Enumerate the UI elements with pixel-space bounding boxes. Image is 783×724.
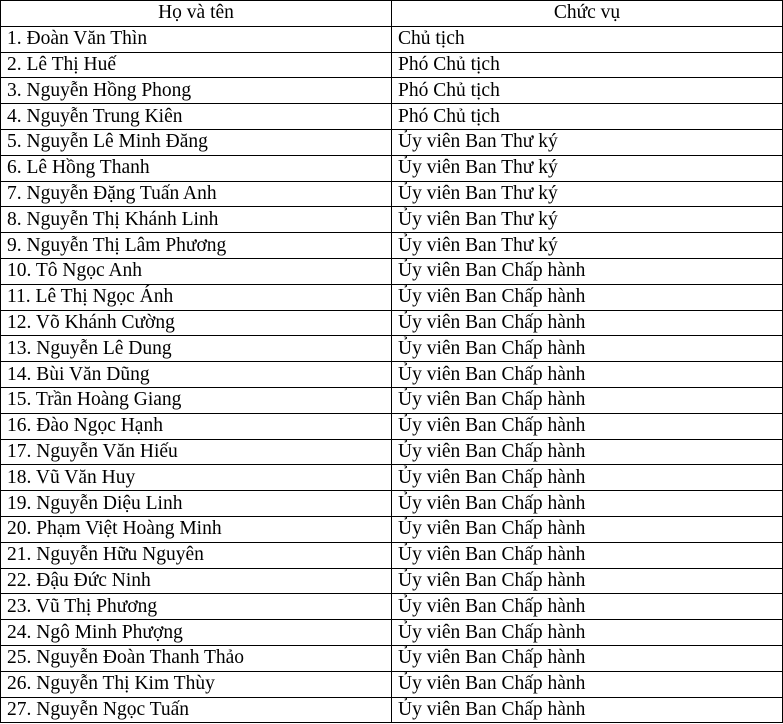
member-position-cell: Chủ tịch <box>392 26 783 52</box>
table-row <box>1 465 783 491</box>
member-name-cell: 9. Nguyễn Thị Lâm Phương <box>1 233 392 259</box>
member-position-cell: Ủy viên Ban Thư ký <box>392 207 783 233</box>
table-row <box>1 697 783 723</box>
member-position-cell: Ủy viên Ban Chấp hành <box>392 491 783 517</box>
member-name-cell: 16. Đào Ngọc Hạnh <box>1 413 392 439</box>
table-row <box>1 439 783 465</box>
table-row <box>1 362 783 388</box>
table-row <box>1 181 783 207</box>
member-position-cell: Ủy viên Ban Chấp hành <box>392 413 783 439</box>
member-name-cell: 22. Đậu Đức Ninh <box>1 568 392 594</box>
member-position-cell: Ủy viên Ban Thư ký <box>392 155 783 181</box>
member-name-cell: 20. Phạm Việt Hoàng Minh <box>1 516 392 542</box>
member-name-cell: 26. Nguyễn Thị Kim Thùy <box>1 671 392 697</box>
table-row <box>1 207 783 233</box>
member-name-cell: 5. Nguyễn Lê Minh Đăng <box>1 129 392 155</box>
table-row <box>1 129 783 155</box>
member-name-cell: 24. Ngô Minh Phượng <box>1 620 392 646</box>
member-name-cell: 6. Lê Hồng Thanh <box>1 155 392 181</box>
member-position-cell: Ủy viên Ban Chấp hành <box>392 387 783 413</box>
member-name-cell: 21. Nguyễn Hữu Nguyên <box>1 542 392 568</box>
member-position-cell: Ủy viên Ban Chấp hành <box>392 568 783 594</box>
table-row <box>1 671 783 697</box>
member-position-cell: Ủy viên Ban Chấp hành <box>392 439 783 465</box>
member-name-cell: 19. Nguyễn Diệu Linh <box>1 491 392 517</box>
member-position-cell: Ủy viên Ban Chấp hành <box>392 542 783 568</box>
member-position-cell: Ủy viên Ban Chấp hành <box>392 362 783 388</box>
member-position-cell: Ủy viên Ban Chấp hành <box>392 594 783 620</box>
table-header-row <box>1 1 783 27</box>
member-position-cell: Ủy viên Ban Chấp hành <box>392 671 783 697</box>
header-name: Họ và tên <box>1 1 392 27</box>
member-name-cell: 27. Nguyễn Ngọc Tuấn <box>1 697 392 723</box>
member-name-cell: 3. Nguyễn Hồng Phong <box>1 78 392 104</box>
table-body <box>1 26 783 723</box>
table-row <box>1 284 783 310</box>
member-position-cell: Phó Chủ tịch <box>392 52 783 78</box>
member-name-cell: 8. Nguyễn Thị Khánh Linh <box>1 207 392 233</box>
member-name-cell: 23. Vũ Thị Phương <box>1 594 392 620</box>
member-name-cell: 1. Đoàn Văn Thìn <box>1 26 392 52</box>
table-row <box>1 491 783 517</box>
member-position-cell: Phó Chủ tịch <box>392 78 783 104</box>
table-row <box>1 542 783 568</box>
table-row <box>1 620 783 646</box>
member-position-cell: Ủy viên Ban Thư ký <box>392 181 783 207</box>
table-row <box>1 26 783 52</box>
member-position-cell: Phó Chủ tịch <box>392 104 783 130</box>
member-name-cell: 11. Lê Thị Ngọc Ánh <box>1 284 392 310</box>
member-position-cell: Ủy viên Ban Chấp hành <box>392 516 783 542</box>
table-row <box>1 155 783 181</box>
table-row <box>1 258 783 284</box>
member-name-cell: 13. Nguyễn Lê Dung <box>1 336 392 362</box>
member-position-cell: Ủy viên Ban Chấp hành <box>392 697 783 723</box>
member-position-cell: Ủy viên Ban Chấp hành <box>392 645 783 671</box>
member-name-cell: 15. Trần Hoàng Giang <box>1 387 392 413</box>
table-row <box>1 233 783 259</box>
member-name-cell: 25. Nguyễn Đoàn Thanh Thảo <box>1 645 392 671</box>
member-position-cell: Ủy viên Ban Chấp hành <box>392 258 783 284</box>
member-position-cell: Ủy viên Ban Thư ký <box>392 129 783 155</box>
member-position-cell: Ủy viên Ban Thư ký <box>392 233 783 259</box>
table-row <box>1 568 783 594</box>
member-name-cell: 12. Võ Khánh Cường <box>1 310 392 336</box>
table-row <box>1 645 783 671</box>
member-position-cell: Ủy viên Ban Chấp hành <box>392 336 783 362</box>
member-name-cell: 7. Nguyễn Đặng Tuấn Anh <box>1 181 392 207</box>
member-position-cell: Ủy viên Ban Chấp hành <box>392 620 783 646</box>
table-row <box>1 413 783 439</box>
table-row <box>1 387 783 413</box>
table-row <box>1 594 783 620</box>
header-position: Chức vụ <box>392 1 783 27</box>
table-row <box>1 310 783 336</box>
table-row <box>1 516 783 542</box>
member-name-cell: 17. Nguyễn Văn Hiếu <box>1 439 392 465</box>
member-position-cell: Ủy viên Ban Chấp hành <box>392 310 783 336</box>
table-row <box>1 78 783 104</box>
member-position-cell: Ủy viên Ban Chấp hành <box>392 284 783 310</box>
member-name-cell: 10. Tô Ngọc Anh <box>1 258 392 284</box>
table-row <box>1 104 783 130</box>
member-position-cell: Ủy viên Ban Chấp hành <box>392 465 783 491</box>
member-name-cell: 18. Vũ Văn Huy <box>1 465 392 491</box>
member-name-cell: 4. Nguyễn Trung Kiên <box>1 104 392 130</box>
member-name-cell: 2. Lê Thị Huế <box>1 52 392 78</box>
table-row <box>1 52 783 78</box>
table-row <box>1 336 783 362</box>
member-name-cell: 14. Bùi Văn Dũng <box>1 362 392 388</box>
